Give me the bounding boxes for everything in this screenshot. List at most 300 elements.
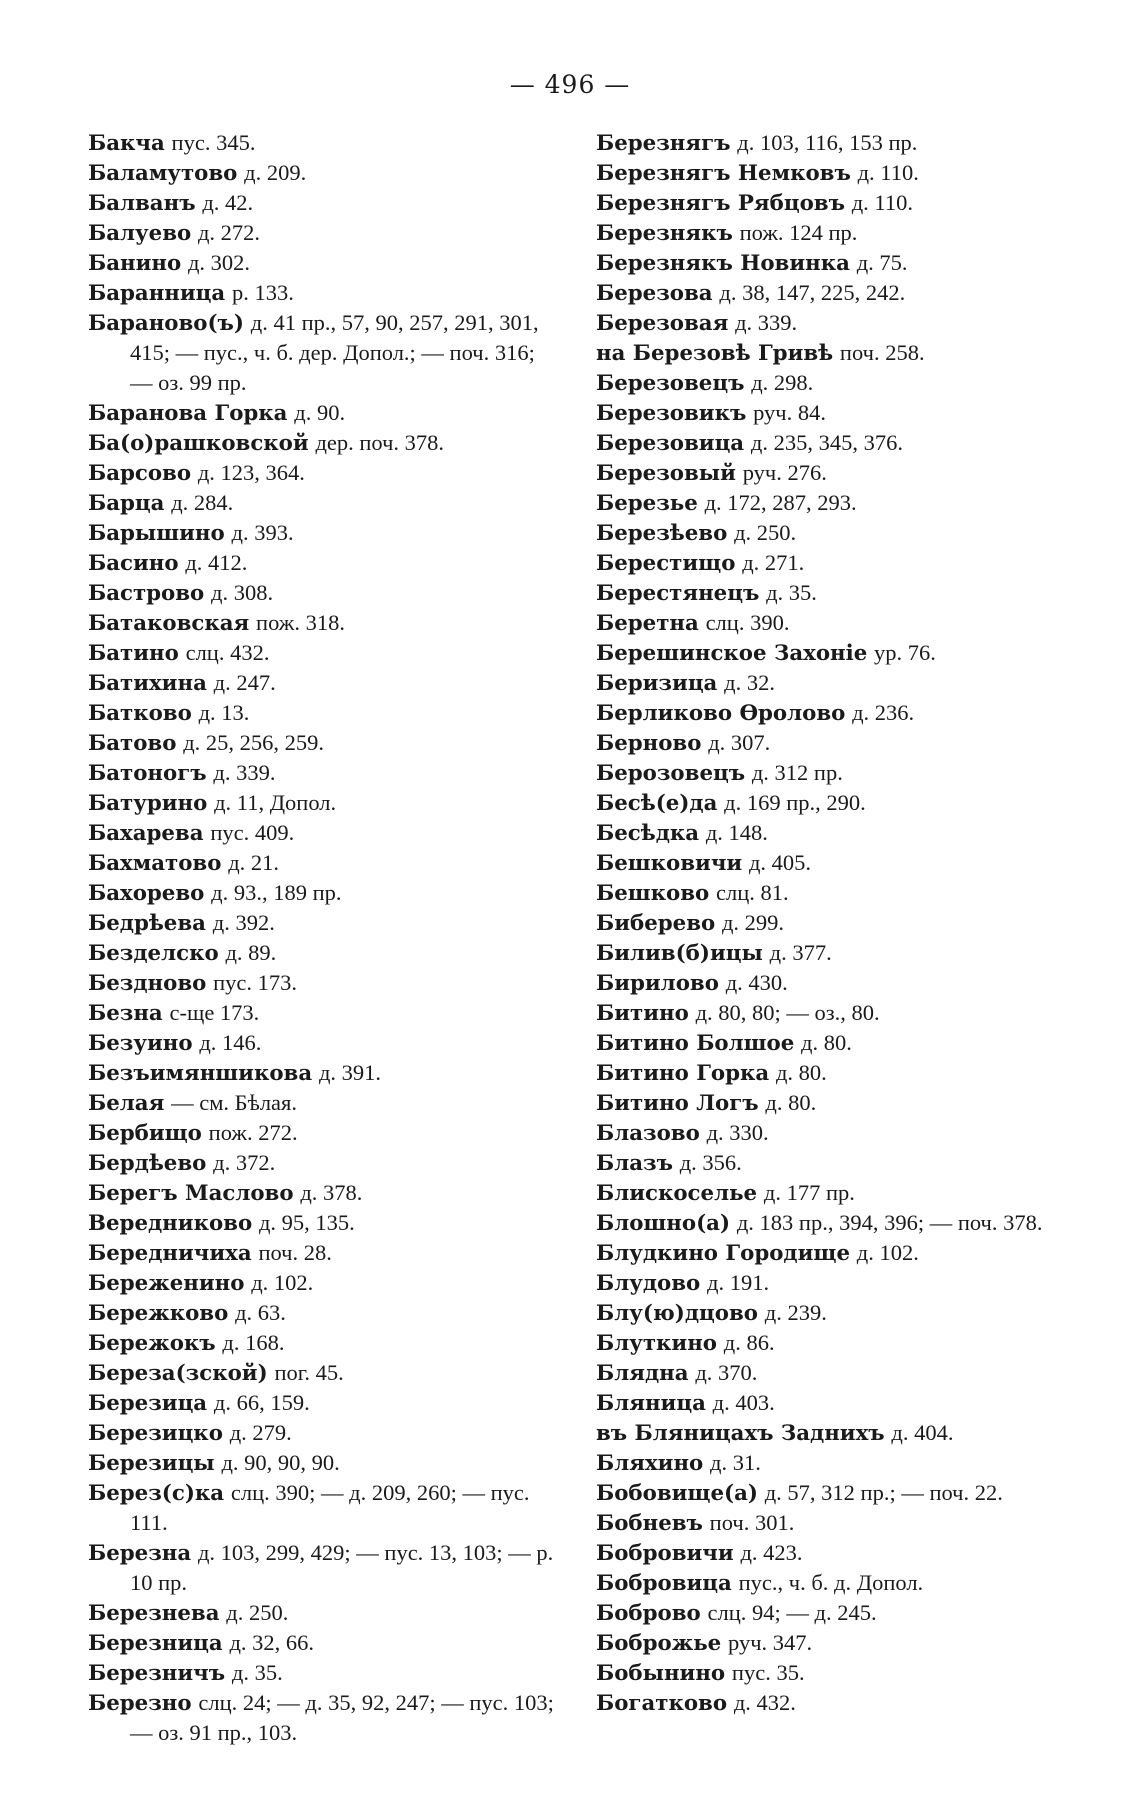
entry-references: д. 393. (231, 520, 294, 545)
entry-references: д. 403. (712, 1390, 775, 1415)
entry-references: д. 370. (695, 1360, 758, 1385)
index-entry (88, 638, 558, 668)
index-entry (596, 488, 1066, 518)
entry-headword: Березница (88, 1631, 223, 1656)
entry-references: д. 250. (734, 520, 797, 545)
entry-references: д. 103, 116, 153 пр. (737, 130, 918, 155)
entry-references: д. 90, 90, 90. (221, 1450, 340, 1475)
entry-references: руч. 276. (742, 460, 827, 485)
entry-references: д. 38, 147, 225, 242. (719, 280, 906, 305)
entry-headword: Бобынино (596, 1661, 726, 1686)
entry-references: д. 279. (229, 1420, 292, 1445)
index-entry (596, 668, 1066, 698)
entry-references: пус. 409. (210, 820, 295, 845)
entry-headword: Березнягъ Рябцовъ (596, 191, 845, 216)
index-entry (596, 728, 1066, 758)
right-column (596, 128, 1066, 1718)
index-entry (596, 548, 1066, 578)
entry-references: д. 80. (775, 1060, 827, 1085)
entry-headword: Бесѣдка (596, 821, 700, 846)
index-entry (596, 1688, 1066, 1718)
index-entry (88, 878, 558, 908)
index-entry (596, 398, 1066, 428)
entry-references: д. 239. (764, 1300, 827, 1325)
entry-headword: Безна (88, 1001, 163, 1026)
entry-headword: Банино (88, 251, 182, 276)
entry-references: руч. 84. (753, 400, 826, 425)
entry-headword: Блошно(а) (596, 1211, 731, 1236)
index-entry (88, 668, 558, 698)
entry-references: д. 86. (723, 1330, 775, 1355)
index-entry (596, 1088, 1066, 1118)
entry-references: д. 57, 312 пр.; — поч. 22. (764, 1480, 1003, 1505)
index-entry (88, 908, 558, 938)
entry-headword: Бездново (88, 971, 207, 996)
entry-headword: Березовая (596, 311, 729, 336)
index-entry (596, 608, 1066, 638)
entry-references: д. 66, 159. (213, 1390, 310, 1415)
entry-headword: Бирилово (596, 971, 719, 996)
entry-headword: Beредниково (88, 1211, 253, 1236)
entry-headword: Блазово (596, 1121, 700, 1146)
index-entry (88, 1598, 558, 1628)
index-entry (596, 278, 1066, 308)
index-entry (88, 548, 558, 578)
entry-headword: Берегъ Маслово (88, 1181, 294, 1206)
index-entry (88, 788, 558, 818)
entry-references: д. 42. (202, 190, 254, 215)
entry-headword: Берез(с)ка (88, 1481, 225, 1506)
entry-headword: Бобровичи (596, 1541, 734, 1566)
entry-references: д. 298. (751, 370, 814, 395)
index-entry (88, 1358, 558, 1388)
index-entry (596, 1328, 1066, 1358)
entry-references: д. 183 пр., 394, 396; — поч. 378. (736, 1210, 1043, 1235)
entry-headword: Бережково (88, 1301, 229, 1326)
entry-references: д. 284. (171, 490, 234, 515)
entry-references: слц. 390; — д. 209, 260; — пус. 111. (130, 1480, 530, 1535)
entry-references: д. 412. (185, 550, 248, 575)
entry-headword: Березнева (88, 1601, 220, 1626)
entry-headword: Ба(о)рашковской (88, 431, 309, 456)
entry-references: д. 11, Допол. (214, 790, 337, 815)
entry-headword: Бахарева (88, 821, 204, 846)
entry-headword: Березицко (88, 1421, 223, 1446)
index-entry (88, 758, 558, 788)
entry-references: пож. 124 пр. (739, 220, 858, 245)
entry-headword: Биберево (596, 911, 716, 936)
entry-headword: Батаковская (88, 611, 250, 636)
index-entry (596, 1358, 1066, 1388)
index-entry (596, 1538, 1066, 1568)
entry-headword: Блудово (596, 1271, 701, 1296)
index-entry (88, 1418, 558, 1448)
index-entry (88, 1148, 558, 1178)
entry-headword: Бобровица (596, 1571, 732, 1596)
index-entry (88, 698, 558, 728)
entry-headword: Барца (88, 491, 165, 516)
entry-headword: Блазъ (596, 1151, 673, 1176)
index-entry (88, 998, 558, 1028)
entry-headword: Батихина (88, 671, 207, 696)
entry-references: д. 247. (213, 670, 276, 695)
entry-references: д. 75. (856, 250, 908, 275)
entry-references: д. 392. (212, 910, 275, 935)
index-entry (88, 1178, 558, 1208)
index-entry (596, 938, 1066, 968)
entry-references: д. 209. (244, 160, 307, 185)
entry-headword: Бешково (596, 881, 710, 906)
index-entry (596, 1178, 1066, 1208)
entry-headword: Безделско (88, 941, 219, 966)
index-entry (596, 308, 1066, 338)
entry-headword: Березнягъ (596, 131, 731, 156)
index-entry (596, 818, 1066, 848)
entry-headword: Беретна (596, 611, 699, 636)
entry-headword: Бередничиха (88, 1241, 252, 1266)
entry-headword: въ Бляницахъ Заднихъ (596, 1421, 885, 1446)
entry-headword: Барсово (88, 461, 192, 486)
entry-references: д. 63. (235, 1300, 286, 1325)
entry-headword: Белая (88, 1091, 165, 1116)
index-entry (596, 998, 1066, 1028)
entry-references: д. 372. (213, 1150, 276, 1175)
index-entry (596, 518, 1066, 548)
entry-references: слц. 432. (185, 640, 270, 665)
entry-references: руч. 347. (728, 1630, 813, 1655)
index-entry (88, 458, 558, 488)
entry-references: д. 103, 299, 429; — пус. 13, 103; — р. 10 пр. (130, 1540, 554, 1595)
index-entry (88, 1658, 558, 1688)
entry-references: пус., ч. б. д. Допол. (738, 1570, 924, 1595)
entry-references: д. 172, 287, 293. (704, 490, 857, 515)
entry-references: д. 89. (225, 940, 277, 965)
entry-headword: Бобовище(а) (596, 1481, 758, 1506)
entry-headword: Битино Горка (596, 1061, 770, 1086)
entry-references: пус. 345. (171, 130, 256, 155)
entry-headword: Блуткино (596, 1331, 718, 1356)
entry-references: пог. 45. (274, 1360, 344, 1385)
entry-headword: Бараново(ъ) (88, 311, 244, 336)
entry-headword: Бляхино (596, 1451, 704, 1476)
index-entry (596, 848, 1066, 878)
entry-references: ур. 76. (874, 640, 936, 665)
entry-headword: Березовецъ (596, 371, 745, 396)
index-entry (596, 1268, 1066, 1298)
index-entry (88, 848, 558, 878)
entry-references: дер. поч. 378. (315, 430, 445, 455)
entry-references: поч. 28. (258, 1240, 332, 1265)
entry-references: д. 430. (725, 970, 788, 995)
entry-headword: Бобневъ (596, 1511, 703, 1536)
index-entry (596, 428, 1066, 458)
entry-references: д. 32, 66. (229, 1630, 315, 1655)
entry-references: пус. 35. (731, 1660, 805, 1685)
index-entry (596, 1058, 1066, 1088)
index-entry (88, 818, 558, 848)
index-entry (88, 578, 558, 608)
entry-references: д. 21. (228, 850, 280, 875)
entry-headword: Березно (88, 1691, 192, 1716)
index-entry (596, 698, 1066, 728)
index-entry (88, 1298, 558, 1328)
entry-headword: Бахорево (88, 881, 205, 906)
index-entry (88, 1478, 558, 1538)
entry-references: д. 80, 80; — оз., 80. (695, 1000, 880, 1025)
index-entry (88, 248, 558, 278)
entry-references: д. 146. (199, 1030, 262, 1055)
entry-headword: Беризица (596, 671, 718, 696)
entry-headword: Бахматово (88, 851, 222, 876)
index-entry (596, 1298, 1066, 1328)
entry-headword: Битино (596, 1001, 689, 1026)
entry-references: д. 35. (231, 1660, 283, 1685)
entry-headword: Блудкино Городище (596, 1241, 851, 1266)
index-entry (596, 1028, 1066, 1058)
index-entry (88, 1268, 558, 1298)
entry-references: пус. 173. (213, 970, 298, 995)
entry-references: д. 110. (851, 190, 913, 215)
entry-references: поч. 258. (839, 340, 925, 365)
entry-headword: Березовица (596, 431, 745, 456)
index-entry (88, 1058, 558, 1088)
index-entry (88, 488, 558, 518)
index-entry (88, 1628, 558, 1658)
entry-headword: Балуево (88, 221, 192, 246)
entry-headword: Батино (88, 641, 179, 666)
entry-references: д. 356. (679, 1150, 742, 1175)
entry-headword: Березицы (88, 1451, 215, 1476)
index-entry (88, 968, 558, 998)
index-entry (88, 128, 558, 158)
index-entry (596, 1598, 1066, 1628)
entry-headword: Баранница (88, 281, 226, 306)
entry-headword: Бляница (596, 1391, 706, 1416)
entry-headword: Берново (596, 731, 702, 756)
entry-headword: Батурино (88, 791, 208, 816)
index-entry (596, 1118, 1066, 1148)
entry-headword: Березничъ (88, 1661, 226, 1686)
entry-headword: Берешинское Захоніе (596, 641, 868, 666)
entry-references: д. 102. (856, 1240, 919, 1265)
index-entry (88, 1028, 558, 1058)
entry-references: д. 299. (721, 910, 785, 935)
entry-references: слц. 81. (716, 880, 789, 905)
index-entry (596, 1208, 1066, 1238)
entry-references: д. 80. (765, 1090, 817, 1115)
entry-headword: Битино Логъ (596, 1091, 759, 1116)
entry-references: д. 308. (211, 580, 274, 605)
index-entry (596, 1388, 1066, 1418)
entry-references: д. 307. (708, 730, 771, 755)
index-entry (596, 638, 1066, 668)
entry-headword: Блискоселье (596, 1181, 758, 1206)
index-entry (88, 188, 558, 218)
entry-references: д. 377. (769, 940, 832, 965)
entry-headword: Батково (88, 701, 192, 726)
index-entry (596, 878, 1066, 908)
entry-references: слц. 94; — д. 245. (707, 1600, 877, 1625)
index-entry (596, 1148, 1066, 1178)
entry-references: д. 168. (222, 1330, 285, 1355)
index-entry (88, 518, 558, 548)
index-entry (88, 608, 558, 638)
entry-headword: Бердѣево (88, 1151, 207, 1176)
entry-references: д. 80. (801, 1030, 852, 1055)
entry-references: д. 250. (226, 1600, 289, 1625)
entry-references: д. 404. (891, 1420, 954, 1445)
index-entry (88, 1208, 558, 1238)
entry-headword: Березнякъ Новинка (596, 251, 850, 276)
index-entry (596, 1418, 1066, 1448)
entry-references: д. 235, 345, 376. (750, 430, 903, 455)
index-entry (88, 1328, 558, 1358)
entry-headword: Билив(б)ицы (596, 941, 763, 966)
index-entry (596, 788, 1066, 818)
entry-headword: Березица (88, 1391, 208, 1416)
index-entry (88, 1118, 558, 1148)
index-entry (596, 128, 1066, 158)
index-entry (88, 728, 558, 758)
entry-references: д. 432. (733, 1690, 796, 1715)
index-entry (88, 398, 558, 428)
entry-headword: Боброво (596, 1601, 701, 1626)
entry-references: слц. 390. (705, 610, 790, 635)
entry-headword: Бедрѣева (88, 911, 206, 936)
index-entry (596, 368, 1066, 398)
entry-headword: Бесѣ(е)да (596, 791, 718, 816)
entry-headword: на Березовѣ Гривѣ (596, 341, 834, 366)
entry-references: с-ще 173. (169, 1000, 260, 1025)
entry-headword: Березнягъ Немковъ (596, 161, 851, 186)
entry-headword: Бережокъ (88, 1331, 216, 1356)
entry-references: д. 236. (852, 700, 915, 725)
entry-references: пож. 272. (208, 1120, 298, 1145)
entry-references: д. 330. (706, 1120, 769, 1145)
index-entry (88, 1448, 558, 1478)
entry-headword: Береженино (88, 1271, 245, 1296)
entry-references: д. 271. (742, 550, 805, 575)
entry-headword: Батово (88, 731, 177, 756)
index-entry (596, 908, 1066, 938)
entry-references: д. 191. (707, 1270, 770, 1295)
entry-headword: Баламутово (88, 161, 238, 186)
index-entry (596, 1448, 1066, 1478)
entry-headword: Березова (596, 281, 713, 306)
index-entry (88, 278, 558, 308)
index-entry (88, 1538, 558, 1598)
entry-references: д. 177 пр. (763, 1180, 855, 1205)
index-entry (88, 218, 558, 248)
entry-headword: Барышино (88, 521, 225, 546)
index-entry (88, 1088, 558, 1118)
entry-references: д. 405. (748, 850, 812, 875)
index-entry (88, 428, 558, 458)
index-entry (88, 938, 558, 968)
entry-references: д. 35. (766, 580, 817, 605)
entry-headword: Безуино (88, 1031, 193, 1056)
entry-headword: Басино (88, 551, 179, 576)
entry-headword: Березовикъ (596, 401, 747, 426)
index-entry (596, 1658, 1066, 1688)
entry-headword: Балванъ (88, 191, 196, 216)
entry-headword: Бербищо (88, 1121, 202, 1146)
index-entry (88, 1688, 558, 1748)
index-entry (88, 308, 558, 398)
entry-headword: Берозовецъ (596, 761, 746, 786)
index-entry (596, 1568, 1066, 1598)
entry-references: д. 25, 256, 259. (183, 730, 325, 755)
entry-references: д. 123, 364. (197, 460, 305, 485)
entry-references: д. 272. (197, 220, 261, 245)
entry-references: д. 339. (213, 760, 276, 785)
entry-references: д. 93., 189 пр. (211, 880, 342, 905)
entry-headword: Берестищо (596, 551, 736, 576)
entry-references: д. 102. (251, 1270, 314, 1295)
page-number: — 496 — (509, 70, 631, 99)
index-entry (596, 338, 1066, 368)
entry-references: д. 41 пр., 57, 90, 257, 291, 301, 415; — пус., ч. б. дер. Допол.; — поч. 316; — оз. 99 пр. (130, 310, 539, 395)
entry-headword: Березье (596, 491, 698, 516)
entry-headword: Берликово Ѳролово (596, 701, 846, 726)
entry-headword: Блядна (596, 1361, 689, 1386)
index-entry (596, 188, 1066, 218)
index-entry (88, 1388, 558, 1418)
index-entry (596, 1238, 1066, 1268)
entry-headword: Березнякъ (596, 221, 733, 246)
entry-references: слц. 24; — д. 35, 92, 247; — пус. 103; — оз. 91 пр., 103. (130, 1690, 554, 1745)
index-entry (596, 1478, 1066, 1508)
entry-headword: Березна (88, 1541, 192, 1566)
index-entry (596, 158, 1066, 188)
entry-headword: Батоногъ (88, 761, 207, 786)
entry-references: д. 13. (198, 700, 250, 725)
index-entry (596, 218, 1066, 248)
entry-references: д. 32. (724, 670, 775, 695)
index-entry (596, 1628, 1066, 1658)
entry-references: д. 391. (318, 1060, 382, 1085)
entry-headword: Безъимяншикова (88, 1061, 313, 1086)
index-entry (596, 458, 1066, 488)
entry-references: д. 148. (705, 820, 768, 845)
entry-headword: Бастрово (88, 581, 205, 606)
entry-references: — см. Бѣлая. (171, 1090, 298, 1115)
entry-headword: Блу(ю)дцово (596, 1301, 758, 1326)
entry-references: д. 378. (300, 1180, 363, 1205)
entry-headword: Берестянецъ (596, 581, 760, 606)
entry-references: д. 110. (857, 160, 919, 185)
index-entry (596, 578, 1066, 608)
entry-references: д. 31. (710, 1450, 761, 1475)
index-entry (596, 968, 1066, 998)
index-entry (596, 1508, 1066, 1538)
entry-headword: Березѣево (596, 521, 728, 546)
entry-headword: Баранова Горка (88, 401, 288, 426)
entry-references: д. 312 пр. (751, 760, 843, 785)
entry-references: р. 133. (231, 280, 294, 305)
index-entry (88, 158, 558, 188)
entry-headword: Бешковичи (596, 851, 743, 876)
entry-references: д. 302. (187, 250, 251, 275)
entry-headword: Боброжье (596, 1631, 722, 1656)
entry-headword: Березовый (596, 461, 736, 486)
entry-references: поч. 301. (709, 1510, 795, 1535)
entry-headword: Бакча (88, 131, 165, 156)
entry-references: д. 95, 135. (258, 1210, 355, 1235)
entry-references: д. 423. (740, 1540, 803, 1565)
entry-headword: Богатково (596, 1691, 728, 1716)
entry-headword: Береза(зской) (88, 1361, 268, 1386)
